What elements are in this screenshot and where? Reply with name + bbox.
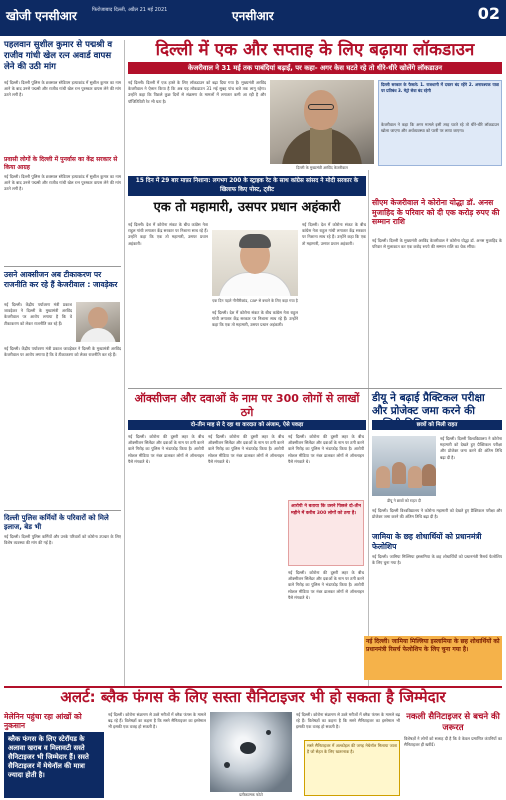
story-headline: जामिया के छह शोधार्थियों को प्रधानमंत्री फेलोशिप bbox=[372, 532, 482, 551]
story-headline: दिल्ली पुलिस कर्मियों के परिवारों को मिले इलाज, बेड भी bbox=[4, 514, 109, 531]
date-line: फिरोजाबाद दिल्ली, अप्रैल 21 मई 2021 bbox=[92, 7, 168, 13]
story-body: नई दिल्ली। दिल्ली पुलिस कर्मियों और उनके परिवारों को कोरोना उपचार के लिए विशेष व्यवस्था की मांग की गई है। bbox=[4, 534, 121, 546]
story-body: नई दिल्ली। कोरोना संक्रमण से उबरे मरीजों में ब्लैक फंगस के मामले बढ़ रहे हैं। विशेषज्ञों का कहना है कि सस्ते सैनिटाइजर का इस्तेमाल भी इसकी एक वजह हो सकती है। bbox=[296, 712, 400, 730]
eye-highlight-box: ब्लैक फंगस के लिए स्टेरॉयड के अलावा खराब व मिलावटी सस्ते सैनिटाइजर भी जिम्मेदार हैं। सस्ते सैनिटाइजर में मेथेनॉल की मात्रा ज्यादा होती है। bbox=[4, 732, 104, 798]
info-box-body: केजरीवाल ने कहा कि अगर मामले इसी तरह घटते रहे तो धीरे-धीरे लॉकडाउन खोला जाएगा और अर्थव्यवस्था को पटरी पर लाया जाएगा। bbox=[381, 122, 499, 134]
section-title: एनसीआर bbox=[232, 9, 274, 23]
story-body: नई दिल्ली। कोरोना की दूसरी लहर के बीच ऑक्सीजन सिलेंडर और दवाओं के नाम पर ठगी करने वाले गिरोह का पुलिस ने भंडाफोड़ किया है। आरोपी सोशल मीडिया पर नंबर डालकर लोगों से ऑनलाइन पैसे मंगवाते थे। bbox=[288, 434, 364, 464]
story-body: नई दिल्ली। केंद्रीय पर्यावरण मंत्री प्रकाश जावड़ेकर ने दिल्ली के मुख्यमंत्री अरविंद केजरीवाल पर आरोप लगाया है कि वे टीकाकरण को लेकर राजनीति कर रहे हैं। bbox=[4, 302, 72, 326]
alert-headline: अलर्ट: ब्लैक फंगस के लिए सस्ता सैनिटाइजर भी हो सकता है जिम्मेदार bbox=[60, 688, 446, 706]
story-headline: पहलवान सुशील कुमार से पद्मश्री व राजीव गांधी खेल रत्न अवार्ड वापस लेने की उठी मांग bbox=[4, 40, 113, 72]
story-body: नई दिल्ली। दिल्ली पुलिस के छत्रसाल स्टेडियम हत्याकांड में सुशील कुमार का नाम आने के बाद उनसे पद्मश्री और राजीव गांधी खेल रत्न पुरस्कार वापस लेने की मांग उठने लगी है। bbox=[4, 80, 121, 98]
notice-text: सस्ते सैनिटाइजर में अल्कोहल की जगह मेथेनॉल मिलाया जाता है जो सेहत के लिए खतरनाक है। bbox=[307, 743, 397, 755]
story-headline: नकली सैनिटाइजर से बचने की जरूरत bbox=[406, 712, 500, 733]
lockdown-body: नई दिल्ली। दिल्ली में एक हफ्ते के लिए लॉकडाउन को बढ़ा दिया गया है। मुख्यमंत्री अरविंद केजरीवाल ने ऐलान किया है कि अब यह लॉकडाउन 31 मई सुबह पांच बजे तक लागू रहेगा। उन्होंने कहा कि पिछले कुछ दिनों से संक्रमण के मामलों में लगातार कमी आ रही है और पॉजिटिविटी रेट भी घटा है। bbox=[128, 80, 266, 104]
story-body: नई दिल्ली। दिल्ली के मुख्यमंत्री अरविंद केजरीवाल ने कोरोना योद्धा डॉ. अनस मुजाहिद के परिवार से मुलाकात कर एक करोड़ रुपये की सम्मान राशि का चेक सौंपा। bbox=[372, 238, 502, 250]
photo-caption: डीयू ने छात्रों को राहत दी bbox=[387, 498, 421, 503]
story-strap: 15 दिन में 29 बार माफ़ा निशाना: लगभग 200 के स्ट्राइक रेट के साथ कांग्रेस सांसद ने मोदी सरकार के खिलाफ किए पोस्ट, ट्वीट bbox=[128, 176, 366, 196]
story-body: नई दिल्ली। जामिया मिल्लिया इस्लामिया के छह शोधार्थियों को प्रधानमंत्री रिसर्च फेलोशिप के लिए चुना गया है। bbox=[372, 554, 502, 566]
story-body: नई दिल्ली। दिल्ली विश्वविद्यालय ने कोरोना महामारी को देखते हुए प्रैक्टिकल परीक्षा और प्रोजेक्ट जमा करने की अंतिम तिथि बढ़ा दी है। bbox=[372, 508, 502, 520]
paper-name: खोजी एनसीआर bbox=[6, 9, 77, 23]
story-body: नई दिल्ली। देश में कोरोना संकट के बीच कांग्रेस नेता राहुल गांधी लगातार केंद्र सरकार पर निशाना साध रहे हैं। उन्होंने कहा कि एक तो महामारी, उसपर प्रधान अहंकारी। bbox=[212, 310, 298, 328]
rahul-gandhi-photo bbox=[212, 230, 298, 296]
main-headline: दिल्ली में एक और सप्ताह के लिए बढ़ाया लॉकडाउन bbox=[155, 40, 475, 60]
info-box-text: दिल्ली सरकार के फैसले: 1. राजधानी में दफ्तर बंद रहेंगे 2. अनावश्यक यात्रा पर प्रतिबंध 3. मेट्रो सेवा बंद रहेगी bbox=[381, 82, 499, 94]
page-number: 02 bbox=[477, 4, 500, 23]
page-header bbox=[0, 0, 506, 36]
story-strap: छात्रों को मिली राहत bbox=[372, 420, 502, 430]
column-divider bbox=[124, 40, 125, 686]
story-body: नई दिल्ली। कोरोना की दूसरी लहर के बीच ऑक्सीजन सिलेंडर और दवाओं के नाम पर ठगी करने वाले गिरोह का पुलिस ने भंडाफोड़ किया है। आरोपी सोशल मीडिया पर नंबर डालकर लोगों से ऑनलाइन पैसे मंगवाते थे। bbox=[208, 434, 284, 464]
story-body: नई दिल्ली। कोरोना की दूसरी लहर के बीच ऑक्सीजन सिलेंडर और दवाओं के नाम पर ठगी करने वाले गिरोह का पुलिस ने भंडाफोड़ किया है। आरोपी सोशल मीडिया पर नंबर डालकर लोगों से ऑनलाइन पैसे मंगवाते थे। bbox=[128, 434, 204, 464]
divider bbox=[4, 266, 121, 267]
story-headline: मेलेनिन पहुंचा रहा आंखों को नुकसान bbox=[4, 712, 82, 730]
students-photo bbox=[372, 436, 436, 496]
kejriwal-photo bbox=[270, 80, 374, 164]
quote-text: आरोपी ने बताया कि उसने पिछले दो-तीन महीने में करीब 300 लोगों को ठगा है। bbox=[291, 504, 361, 516]
column-divider bbox=[368, 170, 369, 686]
story-headline: सीएम केजरीवाल ने कोरोना योद्धा डॉ. अनस मुजाहिद के परिवार को दी एक करोड़ रुपए की सम्मान राशि bbox=[372, 198, 500, 227]
photo-caption: दिल्ली के मुख्यमंत्री अरविंद केजरीवाल bbox=[296, 165, 348, 170]
story-body: नई दिल्ली। देश में कोरोना संकट के बीच कांग्रेस नेता राहुल गांधी लगातार केंद्र सरकार पर निशाना साध रहे हैं। उन्होंने कहा कि एक तो महामारी, उसपर प्रधान अहंकारी। bbox=[128, 222, 208, 246]
main-subheadline: केजरीवाल ने 31 मई तक पाबंदियां बढ़ाईं, पर कहा- अगर केस घटते रहे तो धीरे-धीरे खोलेंगे लॉकडाउन bbox=[128, 62, 502, 74]
photo-caption: प्रतीकात्मक फोटो bbox=[239, 792, 263, 797]
story-body: नई दिल्ली। दिल्ली पुलिस के छत्रसाल स्टेडियम हत्याकांड में सुशील कुमार का नाम आने के बाद उनसे पद्मश्री और राजीव गांधी खेल रत्न पुरस्कार वापस लेने की मांग उठने लगी है। bbox=[4, 174, 121, 192]
divider bbox=[128, 388, 502, 389]
fungus-photo bbox=[210, 712, 292, 792]
divider bbox=[4, 510, 121, 511]
story-body: नई दिल्ली। कोरोना की दूसरी लहर के बीच ऑक्सीजन सिलेंडर और दवाओं के नाम पर ठगी करने वाले गिरोह का पुलिस ने भंडाफोड़ किया है। आरोपी सोशल मीडिया पर नंबर डालकर लोगों से ऑनलाइन पैसे मंगवाते थे। bbox=[288, 570, 364, 600]
story-body: नई दिल्ली। कोरोना संक्रमण से उबरे मरीजों में ब्लैक फंगस के मामले बढ़ रहे हैं। विशेषज्ञों का कहना है कि सस्ते सैनिटाइजर का इस्तेमाल भी इसकी एक वजह हो सकती है। bbox=[108, 712, 206, 730]
story-headline: ऑक्सीजन और दवाओं के नाम पर 300 लोगों से लाखों ठगे bbox=[134, 392, 360, 419]
story-strap: दो-तीन माह से दे रहा था वारदात को अंजाम, ऐसे पकड़ा bbox=[128, 420, 366, 430]
story-headline: एक तो महामारी, उसपर प्रधान अहंकारी bbox=[153, 200, 341, 215]
story-body: विशेषज्ञों ने लोगों को सलाह दी है कि वे केवल प्रमाणित कंपनियों का सैनिटाइजर ही खरीदें। bbox=[404, 736, 502, 748]
photo-caption: एक दिन पहले नीनीरीकांड, CBP से बचाने के लिए कहा गया है bbox=[212, 298, 298, 303]
story-body: नई दिल्ली। दिल्ली विश्वविद्यालय ने कोरोना महामारी को देखते हुए प्रैक्टिकल परीक्षा और प्रोजेक्ट जमा करने की अंतिम तिथि बढ़ा दी है। bbox=[440, 436, 502, 460]
story-headline: प्रवासी लोगों के दिल्ली में पुनर्वास का केंद्र सरकार से किया आग्रह bbox=[4, 156, 118, 171]
highlight-box: नई दिल्ली। जामिया मिल्लिया इस्लामिया के छह शोधार्थियों को प्रधानमंत्री रिसर्च फेलोशिप के लिए चुना गया है। bbox=[364, 636, 502, 680]
story-headline: उसने आक्सीजन अब टीकाकरण पर राजनीति कर रहे हैं केजरीवाल : जावड़ेकर bbox=[4, 270, 118, 289]
story-headline: डीयू ने बढ़ाई प्रैक्टिकल परीक्षा और प्रोजेक्ट जमा करने की bbox=[372, 392, 485, 417]
portrait-photo bbox=[76, 302, 120, 342]
story-body: नई दिल्ली। देश में कोरोना संकट के बीच कांग्रेस नेता राहुल गांधी लगातार केंद्र सरकार पर निशाना साध रहे हैं। उन्होंने कहा कि एक तो महामारी, उसपर प्रधान अहंकारी। bbox=[302, 222, 366, 246]
story-body: नई दिल्ली। केंद्रीय पर्यावरण मंत्री प्रकाश जावड़ेकर ने दिल्ली के मुख्यमंत्री अरविंद केजरीवाल पर आरोप लगाया है कि वे टीकाकरण को लेकर राजनीति कर रहे हैं। bbox=[4, 346, 121, 358]
